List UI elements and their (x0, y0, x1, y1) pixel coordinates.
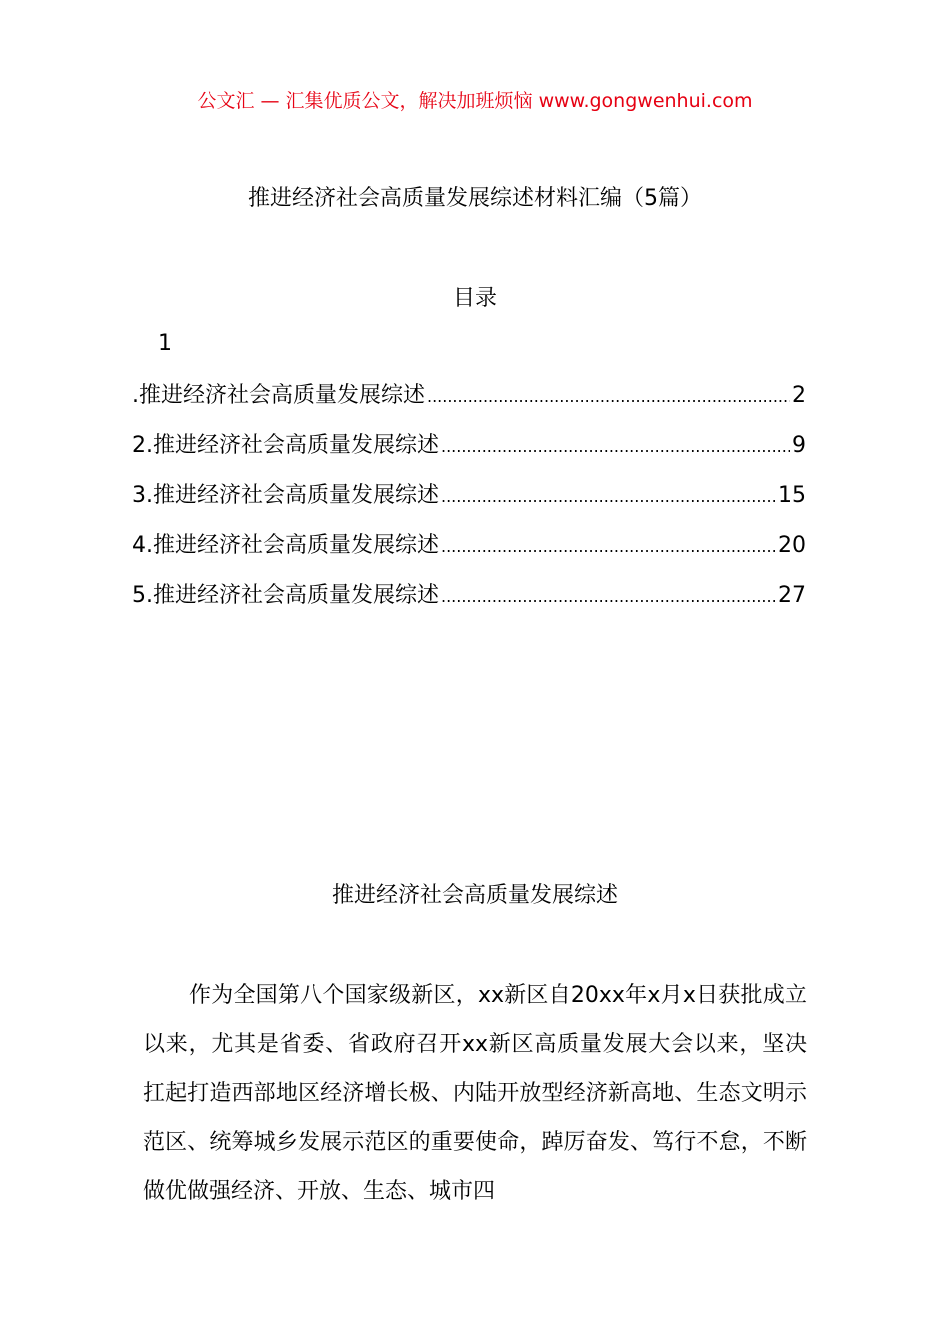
toc-entry[interactable] (132, 528, 806, 578)
toc-entry-label: 3.推进经济社会高质量发展综述 (132, 483, 439, 508)
body-paragraph: 作为全国第八个国家级新区，xx新区自20xx年x月x日获批成立以来，尤其是省委、省政府召开xx新区高质量发展大会以来，坚决扛起打造西部地区经济增长极、内陆开放型经济新高地、生态文明示范区、统筹城乡发展示范区的重要使命，踔厉奋发、笃行不怠，不断做优做强经济、开放、生态、城市四 (143, 983, 807, 1204)
toc-heading: 目录 (452, 286, 497, 311)
toc-entry-label: .推进经济社会高质量发展综述 (132, 383, 425, 408)
toc-entry-label: 5.推进经济社会高质量发展综述 (132, 583, 439, 608)
toc-entry[interactable] (132, 428, 806, 478)
toc-dot-leader (441, 587, 776, 606)
toc-dot-leader (427, 387, 790, 406)
toc-entry-page: 15 (778, 483, 806, 508)
toc-entry-label: 4.推进经济社会高质量发展综述 (132, 533, 439, 558)
toc-entry-page: 2 (792, 383, 806, 408)
table-of-contents (132, 378, 806, 628)
toc-entry-page: 27 (778, 583, 806, 608)
section-title: 推进经济社会高质量发展综述 (331, 883, 618, 908)
toc-entry-label: 2.推进经济社会高质量发展综述 (132, 433, 439, 458)
toc-entry[interactable] (132, 478, 806, 528)
toc-dot-leader (441, 487, 776, 506)
header-banner[interactable]: 公文汇 — 汇集优质公文，解决加班烦恼 www.gongwenhui.com (197, 90, 753, 112)
toc-entry[interactable] (132, 378, 806, 428)
toc-dot-leader (441, 437, 790, 456)
toc-dot-leader (441, 537, 776, 556)
toc-entry-page: 20 (778, 533, 806, 558)
toc-entry-page: 9 (792, 433, 806, 458)
document-title: 推进经济社会高质量发展综述材料汇编（5篇） (248, 186, 702, 211)
toc-entry[interactable] (132, 578, 806, 628)
toc-stray-number: 1 (158, 331, 172, 356)
